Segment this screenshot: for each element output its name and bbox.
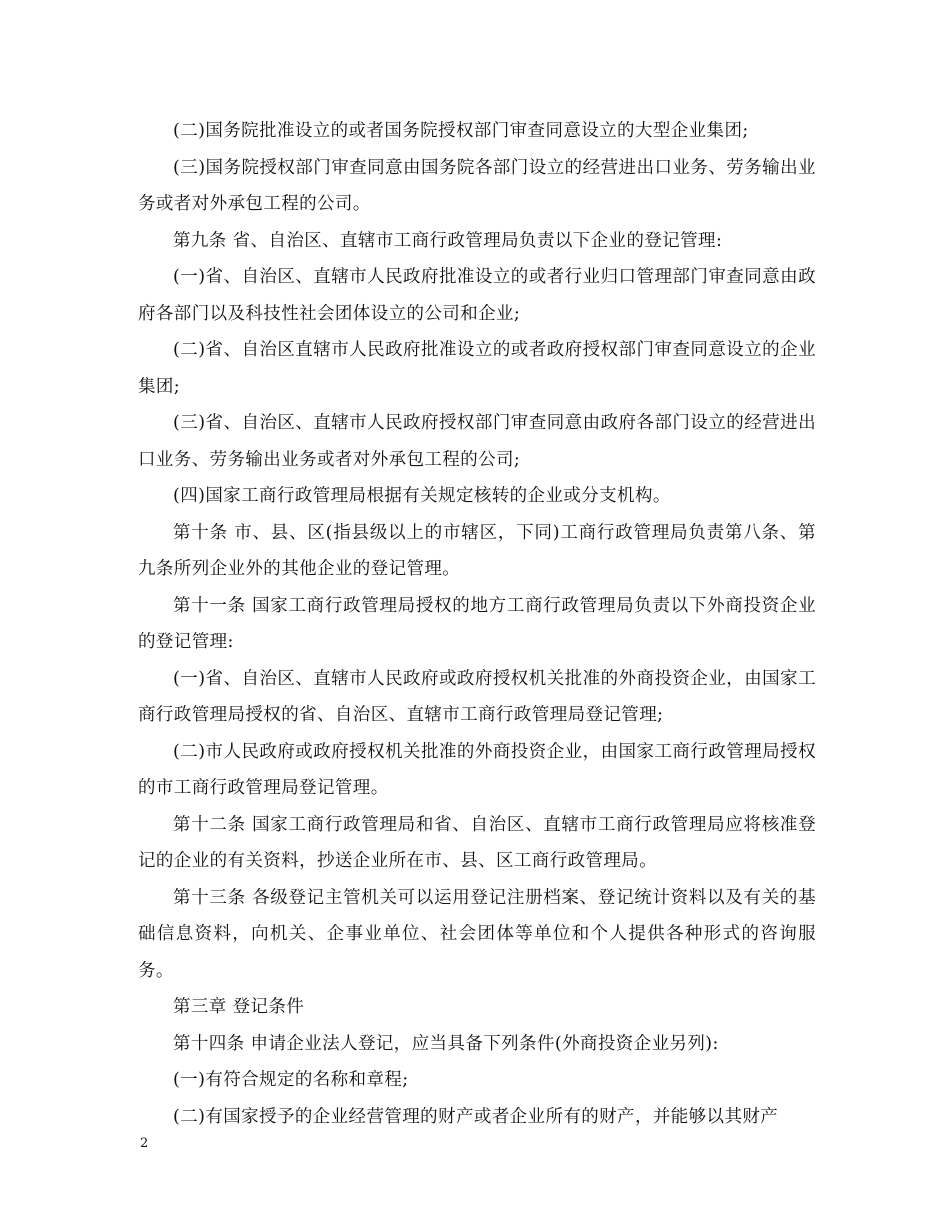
- document-body: [138, 113, 816, 1135]
- paragraph-7: (四)国家工商行政管理局根据有关规定核转的企业或分支机构。: [173, 486, 671, 506]
- paragraph-17: (二)有国家授予的企业经营管理的财产或者企业所有的财产，并能够以其财产: [173, 1106, 779, 1127]
- article-14-heading: 第十四条 申请企业法人登记，应当具备下列条件(外商投资企业另列):: [173, 1033, 719, 1054]
- paragraph-11: (二)市人民政府或政府授权机关批准的外商投资企业，由国家工商行政管理局授权的市工商行政管理局登记管理。: [138, 741, 816, 798]
- paragraph-4: (一)省、自治区、直辖市人民政府批准设立的或者行业归口管理部门审查同意由政府各部门以及科技性社会团体设立的公司和企业;: [138, 267, 816, 324]
- page-number: 2: [140, 1136, 149, 1151]
- paragraph-5: (二)省、自治区直辖市人民政府批准设立的或者政府授权部门审查同意设立的企业集团;: [138, 340, 816, 397]
- paragraph-10: (一)省、自治区、直辖市人民政府或政府授权机关批准的外商投资企业，由国家工商行政管理局授权的省、自治区、直辖市工商行政管理局登记管理;: [138, 668, 816, 725]
- article-10: 第十条 市、县、区(指县级以上的市辖区，下同)工商行政管理局负责第八条、第九条所列企业外的其他企业的登记管理。: [138, 522, 816, 579]
- paragraph-2: (三)国务院授权部门审查同意由国务院各部门设立的经营进出口业务、劳务输出业务或者对外承包工程的公司。: [138, 157, 816, 214]
- article-11-heading: 第十一条 国家工商行政管理局授权的地方工商行政管理局负责以下外商投资企业的登记管理:: [138, 595, 816, 652]
- article-9-heading: 第九条 省、自治区、直辖市工商行政管理局负责以下企业的登记管理:: [173, 230, 723, 251]
- chapter-3-heading: 第三章 登记条件: [173, 997, 305, 1017]
- article-13: 第十三条 各级登记主管机关可以运用登记注册档案、登记统计资料以及有关的基础信息资料，向机关、企事业单位、社会团体等单位和个人提供各种形式的咨询服务。: [138, 887, 816, 981]
- paragraph-6: (三)省、自治区、直辖市人民政府授权部门审查同意由政府各部门设立的经营进出口业务、劳务输出业务或者对外承包工程的公司;: [138, 413, 816, 470]
- paragraph-16: (一)有符合规定的名称和章程;: [173, 1070, 409, 1090]
- paragraph-1: (二)国务院批准设立的或者国务院授权部门审查同意设立的大型企业集团;: [173, 121, 749, 141]
- article-12: 第十二条 国家工商行政管理局和省、自治区、直辖市工商行政管理局应将核准登记的企业的有关资料，抄送企业所在市、县、区工商行政管理局。: [138, 814, 816, 871]
